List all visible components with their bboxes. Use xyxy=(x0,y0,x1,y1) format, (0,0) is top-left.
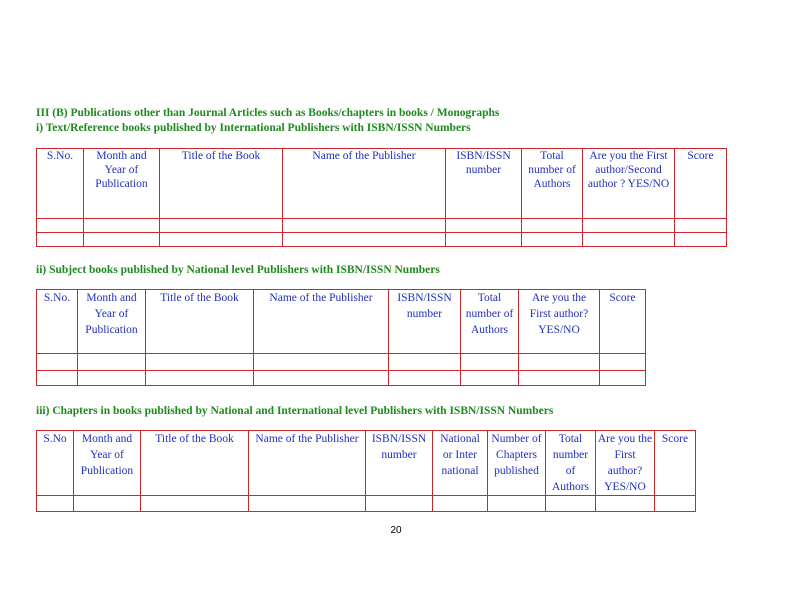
empty-cell[interactable] xyxy=(488,496,546,512)
section-title: III (B) Publications other than Journal Articles such as Books/chapters in books / Monographs xyxy=(36,107,500,119)
empty-cell[interactable] xyxy=(446,219,522,233)
table2-heading: ii) Subject books published by National level Publishers with ISBN/ISSN Numbers xyxy=(36,264,440,276)
header-cell: National or Inter national xyxy=(433,431,488,496)
empty-cell[interactable] xyxy=(249,496,366,512)
header-cell: S.No xyxy=(37,431,74,496)
empty-cell[interactable] xyxy=(37,371,78,386)
table-row xyxy=(37,219,727,233)
header-cell: ISBN/ISSN number xyxy=(366,431,433,496)
empty-cell[interactable] xyxy=(84,233,160,247)
empty-cell[interactable] xyxy=(283,219,446,233)
header-cell: ISBN/ISSN number xyxy=(446,149,522,219)
empty-cell[interactable] xyxy=(522,233,583,247)
table-row xyxy=(37,354,646,371)
header-cell: Are you the First author/Second author ? YES/NO xyxy=(583,149,675,219)
table-header-row xyxy=(37,290,646,354)
header-cell: Score xyxy=(655,431,696,496)
empty-cell[interactable] xyxy=(675,233,727,247)
empty-cell[interactable] xyxy=(389,354,461,371)
empty-cell[interactable] xyxy=(78,354,146,371)
empty-cell[interactable] xyxy=(254,371,389,386)
header-cell: Month and Year of Publication xyxy=(84,149,160,219)
header-cell: S.No. xyxy=(37,149,84,219)
header-cell: Name of the Publisher xyxy=(283,149,446,219)
empty-cell[interactable] xyxy=(84,219,160,233)
empty-cell[interactable] xyxy=(160,233,283,247)
empty-cell[interactable] xyxy=(596,496,655,512)
table1-heading: i) Text/Reference books published by International Publishers with ISBN/ISSN Numbers xyxy=(36,122,471,134)
empty-cell[interactable] xyxy=(160,219,283,233)
header-cell: Title of the Book xyxy=(160,149,283,219)
header-cell: S.No. xyxy=(37,290,78,354)
header-cell: Total number of Authors xyxy=(461,290,519,354)
empty-cell[interactable] xyxy=(37,233,84,247)
empty-cell[interactable] xyxy=(655,496,696,512)
header-cell: Score xyxy=(675,149,727,219)
empty-cell[interactable] xyxy=(146,371,254,386)
header-cell: Total number of Authors xyxy=(522,149,583,219)
empty-cell[interactable] xyxy=(141,496,249,512)
empty-cell[interactable] xyxy=(446,233,522,247)
header-cell: Name of the Publisher xyxy=(254,290,389,354)
empty-cell[interactable] xyxy=(389,371,461,386)
header-cell: Title of the Book xyxy=(141,431,249,496)
table-national-books xyxy=(36,289,646,386)
table-header-row xyxy=(37,431,696,496)
header-cell: Number of Chapters published xyxy=(488,431,546,496)
table-row xyxy=(37,233,727,247)
empty-cell[interactable] xyxy=(366,496,433,512)
empty-cell[interactable] xyxy=(146,354,254,371)
header-cell: Month and Year of Publication xyxy=(74,431,141,496)
empty-cell[interactable] xyxy=(522,219,583,233)
table-row xyxy=(37,371,646,386)
empty-cell[interactable] xyxy=(600,354,646,371)
empty-cell[interactable] xyxy=(254,354,389,371)
empty-cell[interactable] xyxy=(433,496,488,512)
empty-cell[interactable] xyxy=(37,219,84,233)
header-cell: Title of the Book xyxy=(146,290,254,354)
header-cell: Month and Year of Publication xyxy=(78,290,146,354)
empty-cell[interactable] xyxy=(37,354,78,371)
empty-cell[interactable] xyxy=(675,219,727,233)
page-number: 20 xyxy=(390,525,402,536)
empty-cell[interactable] xyxy=(37,496,74,512)
empty-cell[interactable] xyxy=(583,219,675,233)
header-cell: Total number of Authors xyxy=(546,431,596,496)
table-international-books xyxy=(36,148,727,247)
table-book-chapters xyxy=(36,430,696,512)
header-cell: ISBN/ISSN number xyxy=(389,290,461,354)
empty-cell[interactable] xyxy=(283,233,446,247)
empty-cell[interactable] xyxy=(519,371,600,386)
header-cell: Are you the First author? YES/NO xyxy=(596,431,655,496)
table3-heading: iii) Chapters in books published by National and International level Publishers with ISBN/ISSN Numbers xyxy=(36,405,554,417)
header-cell: Are you the First author? YES/NO xyxy=(519,290,600,354)
header-cell: Score xyxy=(600,290,646,354)
empty-cell[interactable] xyxy=(461,371,519,386)
empty-cell[interactable] xyxy=(74,496,141,512)
header-cell: Name of the Publisher xyxy=(249,431,366,496)
empty-cell[interactable] xyxy=(519,354,600,371)
table-header-row xyxy=(37,149,727,219)
table-row xyxy=(37,496,696,512)
empty-cell[interactable] xyxy=(600,371,646,386)
empty-cell[interactable] xyxy=(461,354,519,371)
empty-cell[interactable] xyxy=(78,371,146,386)
empty-cell[interactable] xyxy=(583,233,675,247)
empty-cell[interactable] xyxy=(546,496,596,512)
